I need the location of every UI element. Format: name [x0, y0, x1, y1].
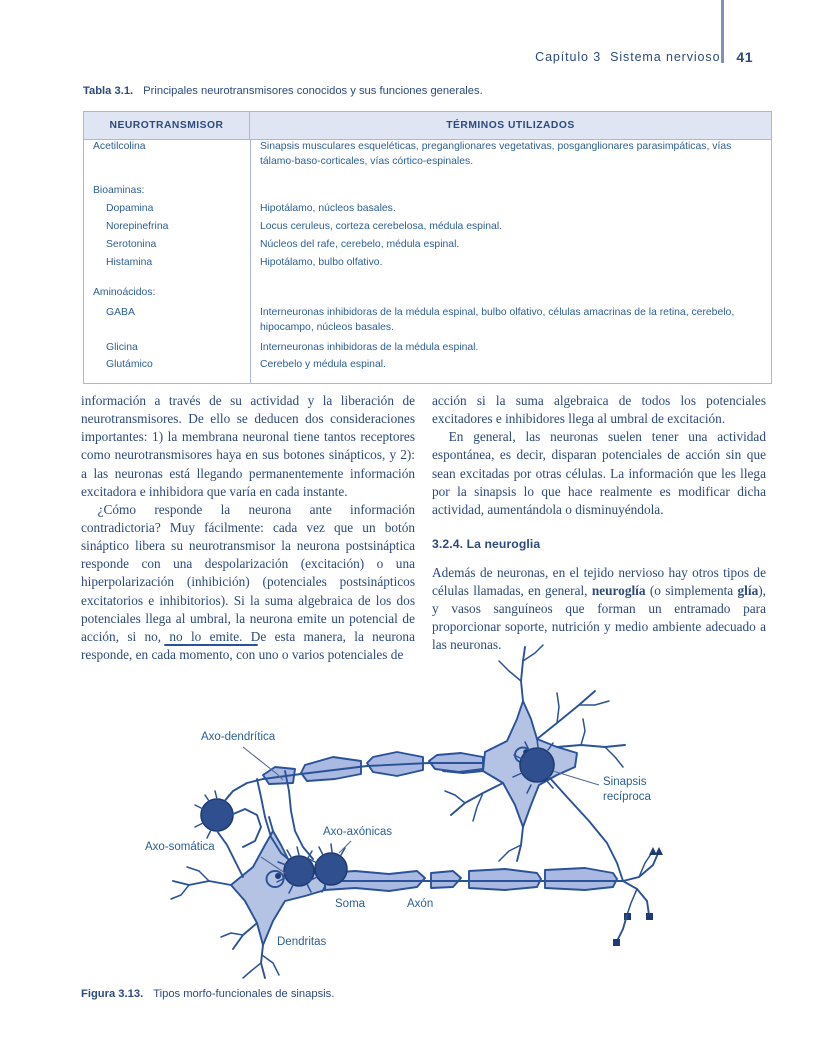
table-row — [84, 238, 771, 253]
table-cell-neurotransmitter: Norepinefrina — [106, 221, 169, 233]
figure-caption-label: Figura 3.13. — [81, 988, 144, 1000]
term-glia: glía — [737, 582, 759, 598]
table-cell-terms: Interneuronas inhibidoras de la médula espinal. — [260, 341, 479, 353]
table-caption — [83, 85, 483, 97]
figure-caption — [81, 988, 334, 1000]
figure-label-axo-axonicas: Axo-axónicas — [323, 826, 393, 838]
figure-label-dendritas: Dendritas — [277, 936, 327, 948]
table-row — [84, 202, 771, 217]
figure-label-soma: Soma — [335, 898, 366, 910]
table-cell-neurotransmitter: Bioaminas: — [93, 184, 145, 196]
right-paragraph-3-part-c: (o simplementa — [645, 582, 738, 598]
term-neuroglia: neuroglía — [591, 582, 646, 598]
table-caption-label: Tabla 3.1. — [83, 85, 134, 97]
table-column-divider — [250, 140, 251, 383]
body-column-left — [81, 392, 415, 664]
right-paragraph-1: acción si la suma algebraica de todos los potenciales excitadores e inhibidores llega al umbral de excitación. — [432, 393, 766, 427]
left-paragraph-1: información a través de su actividad y la liberación de neurotransmisores. De ello se deducen dos consideraciones importantes: 1) la membrana neuronal tiene tantos receptores como neurotransmisores haya en sus botones sinápticos, y 2): a las neuronas está llegando permanentemente información excitadora e inhibidora que varía en cada instante. — [81, 393, 415, 499]
table-body — [84, 140, 771, 383]
table-header-terminos: TÉRMINOS UTILIZADOS — [446, 120, 575, 131]
left-paragraph-2: ¿Cómo responde la neurona ante información contradictoria? Muy fácilmente: cada vez que un botón sináptico libera su neurotransmisor la neurona postsináptica responde con una despolarización (excitación) o una hiperpolarización (inhibición) (potenciales postsinápticos excitatorios e inhibitorios). Si la suma algebraica de los dos potenciales llega al umbral, la neurona emite un potencial de acción, si no, no lo emite. De esta manera, la neurona responde, en cada momento, con uno o varios potenciales de — [81, 501, 415, 662]
right-paragraph-2: En general, las neuronas suelen tener una actividad espontánea, es decir, disparan potenciales de acción sin que sean excitadas por otras células. La información que les llega por la sinapsis lo que hace realmente es modificar dicha actividad, aumentándola o disminuyéndola. — [432, 429, 766, 517]
figure-label-axon: Axón — [407, 898, 434, 910]
table-cell-neurotransmitter: Aminoácidos: — [93, 287, 156, 299]
right-paragraph-3-part-a: Además de neuronas, en el tejido nervioso hay otros tipos de células llamadas, en general, — [432, 564, 766, 598]
table-cell-terms: Interneuronas inhibidoras de la médula espinal, bulbo olfativo, células amacrinas de la retina, cerebelo, hipocampo, núcleos basales. — [260, 307, 735, 333]
table-row — [84, 358, 771, 373]
body-column-right — [432, 392, 766, 654]
table-caption-text: Principales neurotransmisores conocidos y sus funciones generales. — [143, 85, 483, 97]
table-header-neurotransmisor: NEUROTRANSMISOR — [84, 112, 250, 139]
table-cell-neurotransmitter: GABA — [106, 307, 135, 319]
table-row — [84, 286, 771, 301]
right-paragraph-3 — [432, 564, 766, 655]
table-row — [84, 256, 771, 271]
figure-caption-text: Tipos morfo-funcionales de sinapsis. — [153, 988, 335, 1000]
table-row — [84, 306, 771, 336]
neurotransmitter-table — [83, 111, 772, 384]
figure-label-axo-dendritica: Axo-dendrítica — [201, 731, 276, 743]
synapse-figure — [145, 645, 665, 978]
leader-sinapsis-reciproca — [553, 771, 599, 785]
table-cell-neurotransmitter: Glicina — [106, 341, 138, 353]
table-header-row — [84, 112, 771, 140]
page-number: 41 — [736, 49, 753, 65]
table-bottom-pad — [84, 373, 771, 383]
table-cell-neurotransmitter: Acetilcolina — [93, 141, 146, 152]
leader-axo-axonicas — [339, 841, 351, 853]
table-row-spacer — [84, 270, 771, 286]
table-cell-terms: Locus ceruleus, corteza cerebelosa, médula espinal. — [260, 221, 503, 233]
table-cell-neurotransmitter: Serotonina — [106, 238, 157, 250]
running-head — [535, 46, 753, 68]
running-head-chapter: Capítulo 3 Sistema nervioso — [535, 50, 721, 64]
section-heading-neuroglia: 3.2.4. La neuroglia — [432, 536, 541, 551]
figure-label-sinapsis-reciproca-line1: Sinapsis — [603, 776, 647, 788]
right-paragraph-3-part-e: ), y vasos sanguíneos que forman un entramado para proporcionar soporte, nutrición y medio ambiente adecuado a las neuronas. — [432, 582, 766, 653]
table-row — [84, 341, 771, 356]
figure-label-axo-somatica: Axo-somática — [145, 841, 215, 853]
table-cell-neurotransmitter: Glutámico — [106, 359, 153, 371]
synapse-diagram — [145, 645, 665, 978]
table-cell-terms: Sinapsis musculares esqueléticas, preganglionares vegetativas, posganglionares parasimpáticas, vías tálamo-baso-corticales, vías córtico-espinales. — [260, 141, 732, 167]
table-row-spacer — [84, 170, 771, 184]
table-row — [84, 140, 771, 170]
table-cell-terms: Cerebelo y médula espinal. — [260, 359, 386, 371]
figure-label-sinapsis-reciproca-line2: recíproca — [603, 791, 651, 803]
table-cell-neurotransmitter: Histamina — [106, 256, 153, 268]
table-cell-terms: Hipotálamo, bulbo olfativo. — [260, 256, 383, 268]
table-cell-neurotransmitter: Dopamina — [106, 203, 154, 215]
table-cell-terms: Hipotálamo, núcleos basales. — [260, 203, 396, 215]
table-row — [84, 184, 771, 199]
table-row — [84, 220, 771, 235]
table-cell-terms: Núcleos del rafe, cerebelo, médula espinal. — [260, 238, 460, 250]
